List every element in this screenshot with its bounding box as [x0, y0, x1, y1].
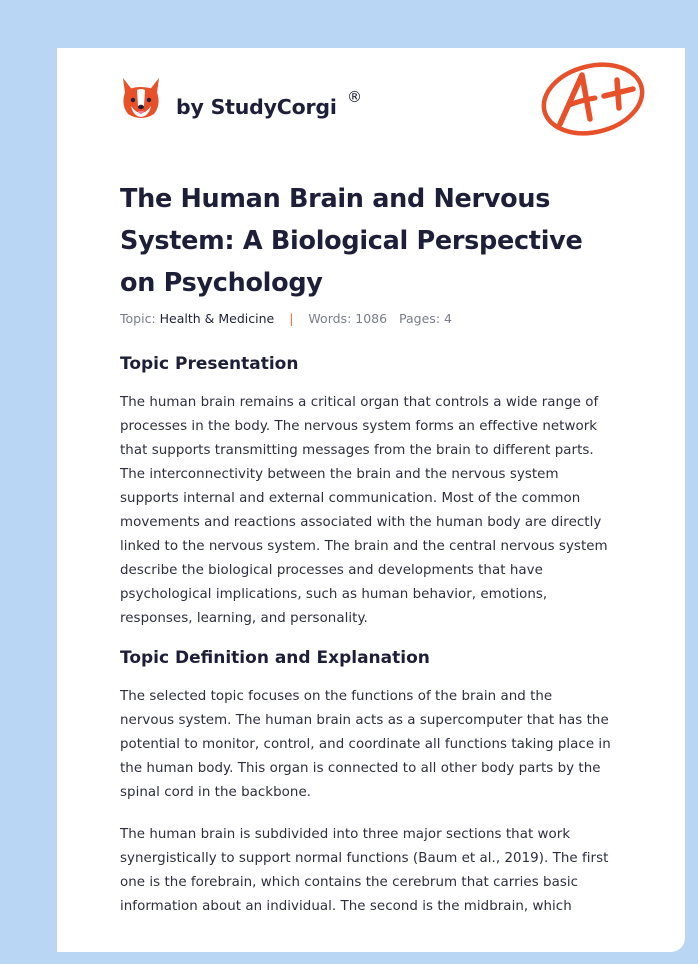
brand-name: by StudyCorgi [176, 95, 337, 119]
text-line: the human body. This organ is connected to all other body parts by the [120, 761, 601, 776]
text-line: The interconnectivity between the brain and the nervous system [120, 467, 559, 482]
text-line: potential to monitor, control, and coordinate all functions taking place in [120, 737, 611, 752]
title-line: System: A Biological Perspective [120, 226, 583, 256]
corgi-logo-icon [120, 76, 162, 122]
text-line: information about an individual. The second is the midbrain, which [120, 899, 572, 914]
text-line: spinal cord in the backbone. [120, 785, 312, 800]
section-heading: Topic Definition and Explanation [120, 648, 430, 668]
text-line: describe the biological processes and developments that have [120, 563, 543, 578]
paragraph [120, 685, 632, 805]
section-heading: Topic Presentation [120, 354, 299, 374]
document-title [120, 178, 620, 304]
text-line: supports internal and external communication. Most of the common [120, 491, 581, 506]
text-line: The human brain is subdivided into three major sections that work [120, 827, 571, 842]
grade-badge-icon [538, 58, 650, 140]
topic-label: Topic: [120, 311, 156, 326]
title-line: on Psychology [120, 268, 323, 298]
text-line: linked to the nervous system. The brain and the central nervous system [120, 539, 608, 554]
word-count: Words: 1086 [308, 311, 388, 326]
text-line: one is the forebrain, which contains the cerebrum that carries basic [120, 875, 579, 890]
text-line: nervous system. The human brain acts as a supercomputer that has the [120, 713, 609, 728]
paragraph [120, 823, 632, 919]
paragraph [120, 391, 632, 631]
page-count: Pages: 4 [399, 311, 452, 326]
text-line: The human brain remains a critical organ that controls a wide range of [120, 395, 599, 410]
document-page [57, 48, 685, 952]
registered-mark: ® [347, 88, 362, 106]
meta-separator: | [289, 311, 294, 326]
text-line: psychological implications, such as human behavior, emotions, [120, 587, 548, 602]
text-line: processes in the body. The nervous system forms an effective network [120, 419, 598, 434]
text-line: movements and reactions associated with the human body are directly [120, 515, 602, 530]
text-line: that supports transmitting messages from the brain to different parts. [120, 443, 594, 458]
text-line: The selected topic focuses on the functions of the brain and the [120, 689, 553, 704]
document-meta [120, 311, 452, 326]
topic-value[interactable]: Health & Medicine [159, 311, 275, 326]
title-line: The Human Brain and Nervous [120, 184, 551, 214]
text-line: synergistically to support normal functions (Baum et al., 2019). The first [120, 851, 609, 866]
text-line: responses, learning, and personality. [120, 611, 368, 626]
